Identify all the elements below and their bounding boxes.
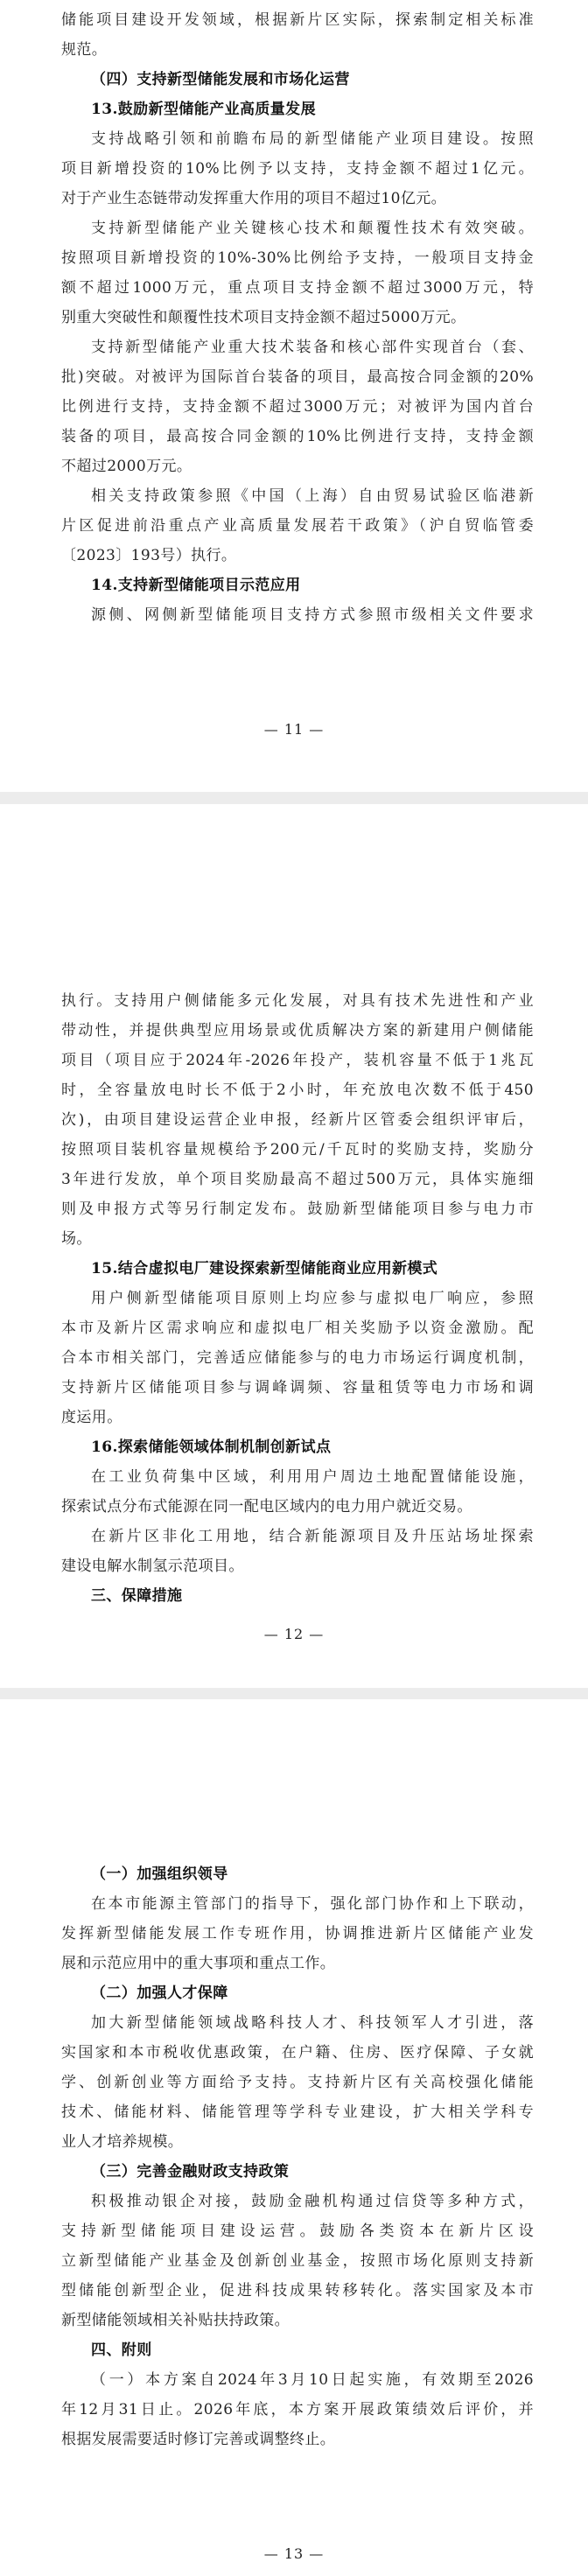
- paragraph-line: 在新片区非化工用地，结合新能源项目及升压站场址探索: [91, 1528, 534, 1545]
- paragraph-line: 场。: [61, 1230, 92, 1248]
- page-number-13: — 13 —: [263, 2545, 325, 2562]
- paragraph-line: 〔2023〕193号）执行。: [61, 547, 237, 564]
- paragraph-line: 在本市能源主管部门的指导下，强化部门协作和上下联动，: [91, 1895, 534, 1913]
- paragraph-line: 带动性，并提供典型应用场景或优质解决方案的新建用户侧储能: [61, 1022, 534, 1040]
- paragraph-line: 新型储能领域相关补贴扶持政策。: [61, 2312, 290, 2329]
- paragraph-line: 合本市相关部门，完善适应储能参与的电力市场运行调度机制，: [61, 1349, 534, 1367]
- paragraph-line: 在工业负荷集中区域，利用用户周边土地配置储能设施，: [91, 1468, 534, 1486]
- section-heading: 四、附则: [91, 2342, 152, 2359]
- item-heading: 13.鼓励新型储能产业高质量发展: [91, 101, 316, 118]
- paragraph-line: 3年进行发放，单个项目奖励最高不超过500万元，具体实施细: [61, 1171, 534, 1188]
- item-heading: 16.探索储能领域体制机制创新试点: [91, 1438, 332, 1456]
- paragraph-line: 比例进行支持，支持金额不超过3000万元；对被评为国内首台: [61, 398, 534, 416]
- paragraph-line: 积极推动银企对接，鼓励金融机构通过信贷等多种方式，: [91, 2193, 534, 2210]
- paragraph-line: 批)突破。对被评为国际首台装备的项目，最高按合同金额的20%: [61, 368, 534, 386]
- paragraph-line: 项目新增投资的10%比例予以支持，支持金额不超过1亿元。: [61, 160, 534, 178]
- paragraph-line: 业人才培养规模。: [61, 2133, 184, 2151]
- page-number-11: — 11 —: [263, 721, 325, 738]
- item-heading: 14.支持新型储能项目示范应用: [91, 577, 301, 594]
- paragraph-line: 用户侧新型储能项目原则上均应参与虚拟电厂响应，参照: [91, 1290, 534, 1307]
- paragraph-line: 时，全容量放电时长不低于2小时，年充放电次数不低于450: [61, 1082, 534, 1099]
- document-page-13: [0, 1699, 588, 2576]
- paragraph-line: 本市及新片区需求响应和虚拟电厂相关奖励予以资金激励。配: [61, 1320, 534, 1337]
- page-11-text: [61, 5, 534, 630]
- paragraph-line: 支持新型储能产业重大技术装备和核心部件实现首台（套、: [91, 339, 534, 356]
- paragraph-line: 额不超过1000万元，重点项目支持金额不超过3000万元，特: [61, 279, 534, 297]
- paragraph-line: 立新型储能产业基金及创新创业基金，按照市场化原则支持新: [61, 2252, 534, 2270]
- paragraph-line: 相关支持政策参照《中国（上海）自由贸易试验区临港新: [91, 487, 534, 505]
- paragraph-line: 发挥新型储能发展工作专班作用，协调推进新片区储能产业发: [61, 1925, 534, 1942]
- paragraph-line: 支持新型储能项目建设运营。鼓励各类资本在新片区设: [61, 2222, 534, 2240]
- paragraph-line: 不超过2000万元。: [61, 458, 192, 475]
- paragraph-line: 探索试点分布式能源在同一配电区域内的电力用户就近交易。: [61, 1498, 472, 1516]
- item-heading: 15.结合虚拟电厂建设探索新型储能商业应用新模式: [91, 1260, 438, 1278]
- paragraph-line: 则及申报方式等另行制定发布。鼓励新型储能项目参与电力市: [61, 1200, 534, 1218]
- paragraph-line: 片区促进前沿重点产业高质量发展若干政策》（沪自贸临管委: [61, 517, 534, 535]
- paragraph-line: 次)，由项目建设运营企业申报，经新片区管委会组织评审后，: [61, 1111, 534, 1129]
- subsection-heading: （二）加强人才保障: [91, 1984, 228, 2002]
- paragraph-line: 度运用。: [61, 1409, 122, 1426]
- page-number-12: — 12 —: [263, 1626, 325, 1642]
- paragraph-line: 年12月31日止。2026年底，本方案开展政策绩效后评价，并: [61, 2401, 534, 2418]
- document-page-11: [0, 0, 588, 792]
- section-heading: 三、保障措施: [91, 1587, 183, 1605]
- paragraph-line: 源侧、网侧新型储能项目支持方式参照市级相关文件要求: [91, 606, 534, 624]
- paragraph-line: 实国家和本市税收优惠政策，在户籍、住房、医疗保障、子女就: [61, 2044, 534, 2062]
- subsection-heading: （一）加强组织领导: [91, 1866, 228, 1883]
- paragraph-line: 学、创新创业等方面给予支持。支持新片区有关高校强化储能: [61, 2074, 534, 2091]
- paragraph-line: 技术、储能材料、储能管理等学科专业建设，扩大相关学科专: [61, 2104, 534, 2121]
- paragraph-line: 按照项目装机容量规模给予200元/千瓦时的奖励支持，奖励分: [61, 1141, 534, 1158]
- paragraph-line: 加大新型储能领域战略科技人才、科技领军人才引进，落: [91, 2014, 534, 2032]
- page-13-text: [61, 1859, 534, 2454]
- paragraph-line: 项目（项目应于2024年-2026年投产，装机容量不低于1兆瓦: [61, 1052, 534, 1069]
- page-12-text: [61, 986, 534, 1611]
- paragraph-line: 储能项目建设开发领域，根据新片区实际，探索制定相关标准: [61, 11, 534, 29]
- paragraph-line: 执行。支持用户侧储能多元化发展，对具有技术先进性和产业: [61, 992, 534, 1010]
- paragraph-line: 根据发展需要适时修订完善或调整终止。: [61, 2431, 336, 2448]
- paragraph-line: 别重大突破性和颠覆性技术项目支持金额不超过5000万元。: [61, 309, 466, 326]
- paragraph-line: 型储能创新型企业，促进科技成果转移转化。落实国家及本市: [61, 2282, 534, 2300]
- subsection-heading: （四）支持新型储能发展和市场化运营: [91, 71, 350, 88]
- paragraph-line: 按照项目新增投资的10%-30%比例给予支持，一般项目支持金: [61, 249, 534, 267]
- paragraph-line: 支持新型储能产业关键核心技术和颠覆性技术有效突破。: [91, 220, 534, 237]
- paragraph-line: 对于产业生态链带动发挥重大作用的项目不超过10亿元。: [61, 190, 447, 207]
- paragraph-line: （一）本方案自2024年3月10日起实施，有效期至2026: [91, 2371, 534, 2389]
- paragraph-line: 装备的项目，最高按合同金额的10%比例进行支持，支持金额: [61, 428, 534, 445]
- paragraph-line: 支持战略引领和前瞻布局的新型储能产业项目建设。按照: [91, 130, 534, 148]
- subsection-heading: （三）完善金融财政支持政策: [91, 2163, 290, 2180]
- paragraph-line: 建设电解水制氢示范项目。: [61, 1558, 244, 1575]
- paragraph-line: 规范。: [61, 41, 108, 59]
- paragraph-line: 展和示范应用中的重大事项和重点工作。: [61, 1955, 336, 1972]
- paragraph-line: 支持新片区储能项目参与调峰调频、容量租赁等电力市场和调: [61, 1379, 534, 1396]
- document-page-12: [0, 804, 588, 1688]
